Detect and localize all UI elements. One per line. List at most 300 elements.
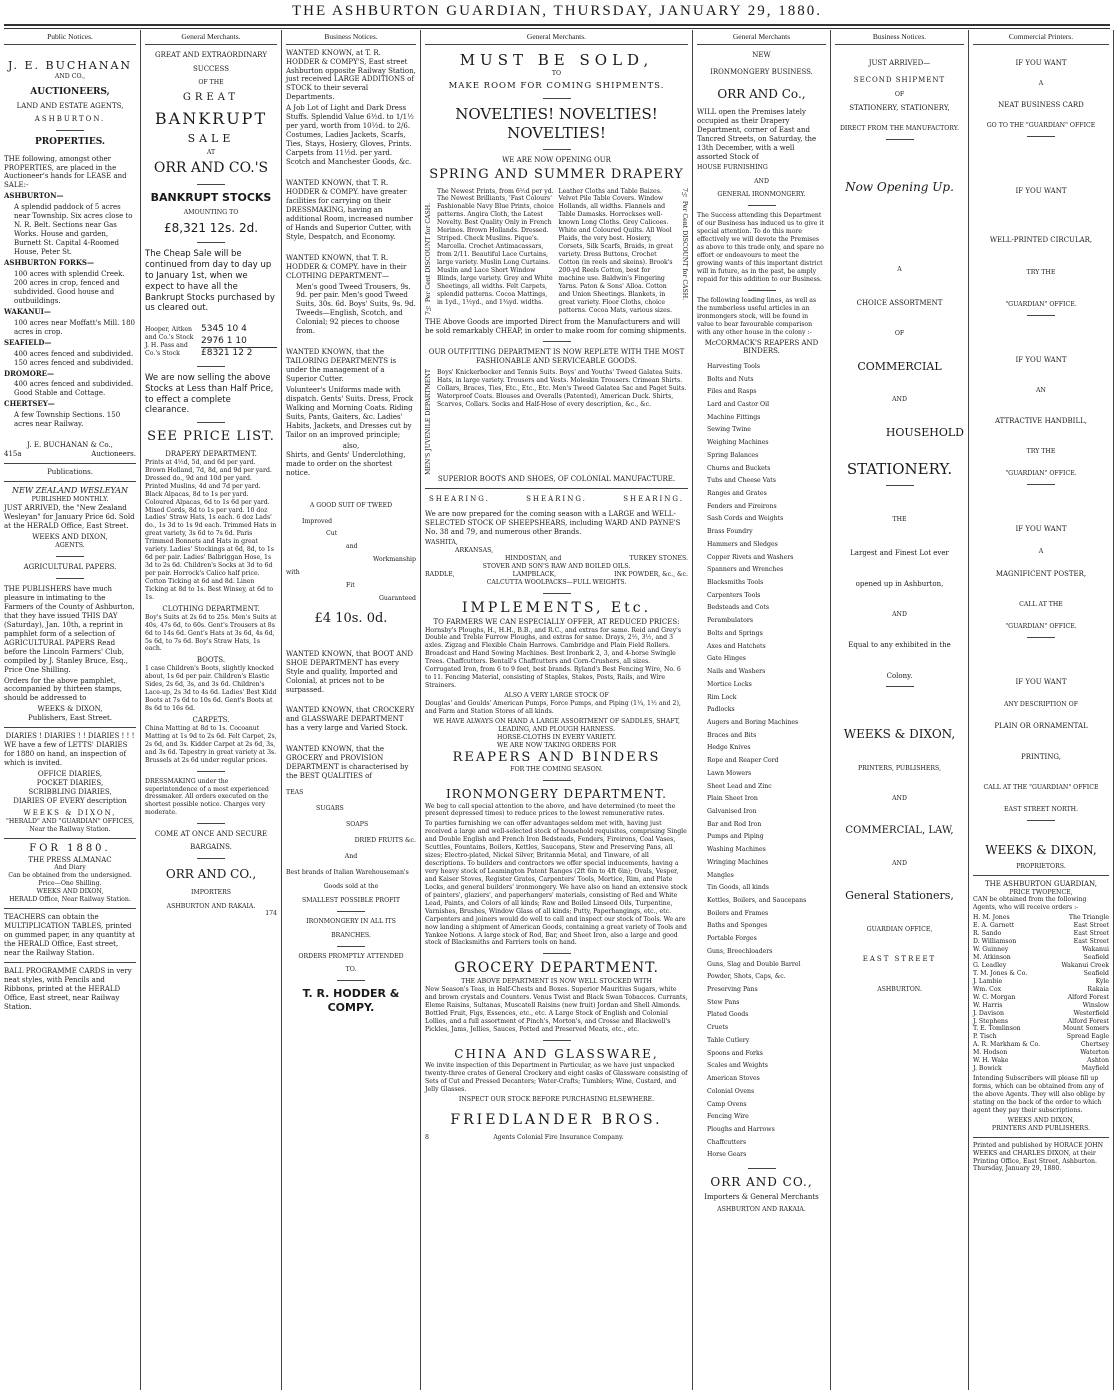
- merchant-name: ORR AND CO.,: [710, 1174, 813, 1189]
- agent-name: E. A. Garnett: [973, 922, 1015, 930]
- agent-name: T. M. Jones & Co.: [973, 969, 1028, 977]
- wesleyan-title: NEW ZEALAND WESLEYAN: [12, 486, 128, 496]
- agent-name: P. Tisch: [973, 1033, 997, 1041]
- outfitting-heading: OUR OUTFITTING DEPARTMENT IS NOW REPLETE WITH THE MOST FASHIONABLE AND SERVICEABLE GOODS.: [428, 348, 685, 366]
- masthead-rule: [4, 24, 1110, 29]
- agent-place: Mount Somers: [1062, 1025, 1109, 1033]
- headline: NEAT BUSINESS CARD: [998, 101, 1084, 110]
- location: Near the Railway Station.: [29, 825, 111, 833]
- agent-row: [973, 938, 1109, 946]
- list-item: Bolts and Springs: [707, 629, 763, 637]
- diaries-heading: DIARIES ! DIARIES ! ! DIARIES ! ! !: [5, 732, 135, 741]
- following-note: The following leading lines, as well as the numberless useful articles in an ironmongers stock, will be found in value to bear favourable comparison with any other house in the colony :-: [697, 296, 817, 336]
- section-heading: Publications.: [47, 468, 93, 477]
- agent-place: Alford Forest: [1067, 1017, 1109, 1025]
- headline: "GUARDIAN" OFFICE.: [1005, 301, 1077, 309]
- list-item: American Stoves: [707, 1075, 760, 1083]
- list-item: Wringing Machines: [707, 858, 769, 866]
- implements-text: Douglas' and Goulds' American Pumps, Force Pumps, and Piping (1¼, 1½ and 2), and Farm and Station Stores of all kinds.: [425, 699, 681, 715]
- subscriber-note: Intending Subscribers will please fill up forms, which can be obtained from any of the above Agents. They will also oblige by stating on the back of the order to which agent they pay their subscriptions.: [973, 1075, 1105, 1114]
- grocery-item: And: [344, 852, 358, 860]
- wanted-known-notice: WANTED KNOWN, that the GROCERY and PROVISION DEPARTMENT is characterised by the BEST QUALITIES of: [286, 745, 409, 781]
- list-item: Augers and Boring Machines: [707, 718, 799, 726]
- list-item: Weighing Machines: [707, 439, 769, 447]
- list-item: Kettles, Boilers, and Saucepans: [707, 897, 807, 904]
- ball-notice: BALL PROGRAMME CARDS in very neat styles, with Pencils and Ribbons, printed at the HERALD Office, East street, near Railway Station.: [4, 966, 132, 1011]
- place-heading: ASHBURTON—: [4, 191, 64, 201]
- agent-row: [973, 954, 1109, 962]
- wanted-known-notice: WANTED KNOWN, that the TAILORING DEPARTMENTS is under the management of a Superior Cutter.: [286, 348, 397, 384]
- implements-heading: IMPLEMENTS, Etc.: [461, 599, 652, 616]
- place-heading: ASHBURTON FORKS—: [4, 258, 94, 268]
- list-item: Tin Goods, all kinds: [707, 884, 769, 892]
- suit-offer: and: [346, 543, 358, 551]
- agent-name: J. Davison: [973, 1009, 1004, 1017]
- merchant-name: ORR AND Co.,: [717, 86, 806, 101]
- dept-heading: CLOTHING DEPARTMENT.: [162, 604, 260, 613]
- list-item: Gate Hinges: [707, 655, 746, 663]
- headline: AND: [892, 395, 907, 403]
- place-text: A splendid paddock of 5 acres near Township. Six acres close to N. R. Belt. Sections near Gas Works. House and garden, Burnett St. Capital 4-Roomed House, Peter St.: [14, 203, 133, 257]
- headline: IF YOU WANT: [1015, 187, 1067, 196]
- shearing-item: CALCUTTA WOOLPACKS—FULL WEIGHTS.: [486, 578, 627, 586]
- headline: AND: [892, 610, 907, 618]
- agent-place: Ashton: [1087, 1057, 1109, 1065]
- suit-offer: with: [286, 569, 300, 577]
- shearing-item: STOVER AND SON'S RAW AND BOILED OILS.: [482, 562, 631, 570]
- shearing: SHEARING.: [429, 495, 490, 504]
- agent-row: [973, 978, 1109, 986]
- agents-label: AGENTS.: [55, 542, 85, 550]
- headline: opened up in Ashburton,: [855, 579, 944, 588]
- offices: "HERALD" AND "GUARDIAN" OFFICES,: [6, 817, 134, 825]
- agri-orders: Orders for the above pamphlet, accompanied by thirteen stamps, should be addressed to: [4, 676, 123, 703]
- headline: CALL AT THE "GUARDIAN" OFFICE: [983, 784, 1099, 792]
- merchant-name: WEEKS & DIXON,: [985, 843, 1097, 858]
- drapery-list: [425, 188, 688, 315]
- stock-value: 5345 10 4: [201, 324, 247, 335]
- location: ASHBURTON AND RAKAIA.: [166, 902, 256, 910]
- agents-list: [973, 914, 1109, 1073]
- agent-place: Westerfield: [1073, 1009, 1109, 1017]
- list-item: Harvesting Tools: [707, 362, 761, 370]
- shearing: SHEARING.: [623, 495, 684, 504]
- suit-offer: Improved: [302, 517, 333, 525]
- grocery-item: TEAS: [286, 789, 304, 797]
- list-item: Chaffcutters: [707, 1138, 747, 1146]
- shearing-item: WASHITA,: [425, 539, 458, 547]
- headline: IF YOU WANT: [1015, 356, 1067, 365]
- place-text: 400 acres fenced and subdivided. 150 acres fenced and subdivided.: [14, 349, 134, 367]
- agent-name: W. Guinney: [973, 946, 1009, 954]
- agent-place: East Street: [1073, 930, 1109, 938]
- headline: CHOICE ASSORTMENT: [856, 298, 943, 307]
- almanac-price: Price—One Shilling.: [38, 880, 102, 888]
- china-heading: CHINA AND GLASSWARE,: [454, 1046, 659, 1061]
- location: GUARDIAN OFFICE,: [866, 925, 933, 933]
- agent-name: T. E. Tomlinson: [973, 1025, 1021, 1033]
- headline: IRONMONGERY BUSINESS.: [710, 67, 813, 76]
- properties-heading: PROPERTIES.: [34, 137, 106, 148]
- agent-row: [973, 930, 1109, 938]
- properties-intro: THE following, amongst other PROPERTIES, are placed in the Auctioneer's hands for LEASE and SALE:-: [4, 154, 127, 190]
- headline: AND: [892, 859, 907, 867]
- dept-text: Boy's Suits at 2s 6d to 25s. Men's Suits at 40s, 47s 6d, to 60s. Gent's Trousers at 8s 6d to 14s 6d. Gent's Hats at 3s 6d, 4s 6d, 5s 6d, to 7s 6d. Boy's Straw Hats, 1s each.: [145, 613, 277, 653]
- suit-price: £4 10s. 0d.: [314, 611, 388, 627]
- place-heading: DROMORE—: [4, 368, 54, 378]
- guardian-price: PRICE TWOPENCE,: [1009, 888, 1073, 896]
- wanted-known-notice: WANTED KNOWN, that BOOT AND SHOE DEPARTMENT has every Style and quality, Imported and Colonial, at prices not to be surpassed.: [286, 649, 414, 694]
- agent-place: The Triangle: [1068, 914, 1109, 922]
- agent-place: East Street: [1073, 938, 1109, 946]
- list-item: Colonial Ovens: [707, 1087, 755, 1095]
- list-item: Tubs and Cheese Vats: [707, 477, 776, 485]
- ironmongery-note: BRANCHES.: [331, 931, 371, 939]
- headline: "GUARDIAN" OFFICE.: [1005, 469, 1077, 477]
- headline: Equal to any exhibited in the: [848, 640, 951, 649]
- reapers-heading: McCORMACK'S REAPERS AND BINDERS.: [704, 338, 819, 356]
- notice-detail: A Job Lot of Light and Dark Dress Stuffs. Splendid Value 6½d. to 1/1½ per yard, worth from 10½d. to 2/6. Costumes, Ladies Jackets, Scarfs, Ties, Stays, Hosiery, Gloves, Prints. Carpets from 11½d. per yard. Scotch and Manchester Goods, &c.: [286, 104, 414, 167]
- stock-value: 2976 1 10: [201, 335, 247, 346]
- agent-name: W. H. Wake: [973, 1057, 1009, 1065]
- stock-name: Hooper, Aitken and Co.'s Stock: [145, 326, 194, 342]
- agent-name: Wm. Cox: [973, 985, 1002, 993]
- wesleyan-sub: PUBLISHED MONTHLY.: [31, 496, 109, 504]
- place-heading: WAKANUI—: [4, 306, 51, 316]
- dept-text: China Matting at 8d to 1s. Cocoanut Matting at 1s 9d to 2s 6d. Felt Carpet, 2s, 2s 6d, and 3s. Kidder Carpet at 2s 6d, 3s, and 3s 6d. Tapestry in great variety at 3s. Brussels at 2s 6d under regular prices.: [145, 724, 277, 764]
- headline: WELL-PRINTED CIRCULAR,: [989, 236, 1093, 245]
- shearing: SHEARING.: [526, 495, 587, 504]
- list-item: Powder, Shots, Caps, &c.: [707, 973, 786, 981]
- agents-intro: CAN be obtained from the following Agents, who will receive orders :-: [973, 896, 1087, 912]
- headline: CALL AT THE: [1019, 600, 1063, 608]
- drapery-items: Leather Cloths and Table Baizes. Velvet Pile Table Covers. Window Hollands, all widths. Flannels and Table Damasks. Horrockses well-known Long Cloths. Grey Calicoes. White and Coloured Quilts. All Wool Plaids, the very best. Hosiery, Corsets, Silk Scarfs, Braids, in great variety. Dress Buttons, Crochet Cotton (in reels and skeins). Brook's 200-yd Reels Cotton, best for machine use. Baldwin's Fingering Yarns. Paton & Sons' Alloa. Cotton and Union Sheetings. Blankets, in great variety. Floor Cloths, choice patterns. Cocoa Mats, various sizes.: [558, 187, 673, 314]
- list-item: Machine Fittings: [707, 413, 761, 421]
- publisher-name: WEEKS AND DIXON,: [1007, 1116, 1075, 1124]
- suit-offer: A GOOD SUIT OF TWEED: [309, 501, 393, 509]
- publisher-name: WEEKS & DIXON,: [23, 808, 117, 817]
- list-item: Lawn Mowers: [707, 769, 752, 777]
- publisher-address: Publishers, East Street.: [28, 714, 112, 723]
- teachers-notice: TEACHERS can obtain the MULTIPLICATION TABLES, printed on gummed paper, in any quantity at the HERALD Office, East street, near the Railway Station.: [4, 913, 135, 957]
- headline: COMMERCIAL: [857, 359, 942, 373]
- agent-name: J. Lambie: [973, 977, 1003, 985]
- column-public-notices: [0, 30, 141, 1390]
- list-item: Ploughs and Harrows: [707, 1125, 775, 1133]
- grocery-item: SUGARS: [316, 805, 344, 813]
- firm-name: J. E. BUCHANAN: [7, 58, 133, 72]
- amounting: AMOUNTING TO: [183, 208, 239, 216]
- column-general-merchants-2: [421, 30, 693, 1390]
- almanac-year: FOR 1880.: [29, 842, 111, 854]
- outfitting-items: Boys' Knickerbocker and Tennis Suits. Boys' and Youths' Tweed Galatea Suits. Hats, in large variety. Trousers and Vests. Moleskin Trousers. Crimean Shirts. Collars, Braces, Ties, Etc., Etc., Etc. Men's Tweed Galatea Sac and Paget Suits. Waterproof Coats. Blouses and Overalls (Patented), American Duck. Shirts, Scarves, Collars. Socks and Half-Hose of every description, &c., &c.: [436, 369, 687, 409]
- list-item: Preserving Pans: [707, 986, 758, 994]
- column-heading: General Merchants: [697, 30, 826, 45]
- location: ASHBURTON AND RAKAIA.: [717, 1206, 806, 1214]
- grocery-item: Goods sold at the: [323, 882, 379, 890]
- agent-place: Rakaia: [1087, 985, 1109, 993]
- import-note: THE Above Goods are imported Direct from the Manufacturers and will be sold remarkably CHEAP, in order to make room for coming shipments.: [425, 317, 687, 335]
- dressmaking-note: DRESSMAKING under the superintendence of a most experienced dressmaker. All orders executed on the shortest possible notice. Charges very moderate.: [145, 777, 269, 817]
- agent-row: [973, 1065, 1109, 1073]
- list-item: Camp Ovens: [707, 1100, 747, 1108]
- reapers-heading: REAPERS AND BINDERS: [452, 749, 661, 765]
- agent-row: [973, 1057, 1109, 1065]
- agent-name: R. Sando: [973, 930, 1002, 938]
- agent-name: G. Leadley: [973, 961, 1007, 969]
- harness-note: HORSE-CLOTHS IN EVERY VARIETY.: [496, 733, 617, 741]
- agent-name: H. M. Jones: [973, 914, 1010, 922]
- list-item: Galvanised Iron: [707, 807, 757, 815]
- list-item: Boilers and Frames: [707, 909, 769, 917]
- discount-label: 7½ Per Cent DISCOUNT for CASH.: [425, 202, 432, 315]
- headline: PRINTING,: [1021, 753, 1061, 762]
- list-item: Plain Sheet Iron: [707, 795, 758, 803]
- list-item: Portable Forges: [707, 935, 757, 943]
- ironmongery-heading: IRONMONGERY DEPARTMENT.: [446, 787, 667, 802]
- headline: SUCCESS: [193, 64, 229, 73]
- list-item: Brass Foundry: [707, 528, 753, 536]
- grocery-item: Best brands of Italian Warehouseman's: [286, 868, 409, 876]
- publisher-address: HERALD Office, Near Railway Station.: [9, 896, 131, 904]
- implements-also: ALSO A VERY LARGE STOCK OF: [504, 692, 609, 700]
- list-item: Spanners and Wrenches: [707, 566, 784, 574]
- importers: IMPORTERS: [190, 888, 232, 896]
- merchant-name: T. R. HODDER & COMPY.: [302, 987, 400, 1015]
- headline: AT: [206, 148, 216, 156]
- town: ASHBURTON.: [34, 115, 106, 124]
- place-text: 100 acres near Moffatt's Mill. 180 acres in crop.: [14, 318, 135, 336]
- list-item: Files and Rasps: [707, 388, 757, 396]
- diary-type: OFFICE DIARIES,: [37, 770, 103, 779]
- orders-note: TO.: [345, 966, 357, 974]
- agent-place: Alford Forest: [1067, 993, 1109, 1001]
- agent-name: M. Hodson: [973, 1049, 1008, 1057]
- boots-note: SUPERIOR BOOTS AND SHOES, OF COLONIAL MANUFACTURE.: [437, 475, 676, 484]
- ironmongery-text: To parties furnishing we can offer advantages seldom met with, having just received a large and well-selected stock of household requisites, comprising Single and Double English and French Iron Bedsteads, Fenders, Fireirons, Coal Vases, Scuttles, Fountains, Boilers, Kettles, Saucepans, Stew and Preserving Pans, all sizes; Electro-plated, Nickel Silver, Britannia Metal, and Tinware, of all descriptions. To builders and contractors we offer special inducements, having a very heavy stock of Leamington Patent Ranges (2ft 6in to 4ft 6in); Ovals, Vesper, and Kaiser Stoves, Register Grates, Carpenters' Tools, Mortice, Rim, and Plate Locks, and general builders' ironmongery. We have also on hand an extensive stock of painters', glaziers', and paperhangers' materials, consisting of Red and White Lead, Paints, and Colors of all kinds; Raw and Boiled Linseed Oils, Turpentine, Varnishes, Brushes, Window Glass of all kinds; Putty, Paperhangings, etc., etc. Carpenters and joiners would do well to call and inspect our stock of Tools. We are now landing a shipment of American Goods, containing a great variety of Tools and Yankee Notions. A large stock of Rod, Bar, and Sheet Iron, also a large and good stock of Blacksmiths and Farriers tools on hand.: [425, 820, 688, 947]
- agent-name: J. Bowick: [973, 1065, 1002, 1073]
- headline: DIRECT FROM THE MANUFACTORY.: [839, 125, 960, 133]
- agent-place: Wakanui: [1082, 946, 1109, 954]
- agent-place: Mayfield: [1081, 1065, 1109, 1073]
- selling-note: We are now selling the above Stocks at Less than Half Price, to effect a complete clearance.: [145, 372, 274, 416]
- reapers-note: FOR THE COMING SEASON.: [510, 766, 603, 774]
- agent-row: [973, 1041, 1109, 1049]
- ref-number: 8: [425, 1133, 429, 1141]
- headline: Colony.: [886, 671, 913, 680]
- headline: Now Opening Up.: [845, 180, 954, 195]
- suit-offer: Workmanship: [372, 556, 416, 564]
- grocery-item: SOAPS: [346, 821, 369, 829]
- headline: GREAT AND EXTRAORDINARY: [155, 50, 267, 59]
- headline: STATIONERY, STATIONERY,: [849, 104, 950, 113]
- headline: MUST BE SOLD,: [459, 50, 654, 69]
- shearing-item: INK POWDER, &c., &c.: [614, 570, 688, 578]
- grocery-heading: GROCERY DEPARTMENT.: [454, 960, 659, 977]
- list-item: Churns and Buckets: [707, 464, 771, 472]
- list-item: Copper Rivets and Washers: [707, 553, 794, 561]
- agent-place: Seafield: [1083, 954, 1109, 962]
- implements-sub: TO FARMERS WE CAN ESPECIALLY OFFER, AT REDUCED PRICES:: [433, 617, 680, 626]
- publisher-name: WEEKS AND DIXON,: [36, 888, 104, 896]
- location: EAST STREET: [862, 955, 937, 964]
- publisher-title: PRINTERS AND PUBLISHERS.: [991, 1124, 1091, 1132]
- merchant-name: FRIEDLANDER BROS.: [450, 1111, 663, 1128]
- shearing-item: TURKEY STONES.: [629, 554, 688, 562]
- agent-row: [973, 1033, 1109, 1041]
- dept-text: 1 case Children's Boots, slightly knocked about, 1s 6d per pair. Children's Elastic Sides, 2s 6d, 3s, and 3s 6d. Children's Lace-up, 2s 3d to 4s 6d. Ladies' Best Kidd Boots at 7s 6d to 10s 6d. Gent's Boots at 8s 6d to 16s 6d.: [145, 665, 277, 713]
- list-item: Mortice Locks: [707, 680, 752, 688]
- almanac-note: Can be obtained from the undersigned.: [8, 872, 132, 880]
- signature-title: Auctioneers.: [91, 450, 136, 459]
- headline: GO TO THE "GUARDIAN" OFFICE: [986, 122, 1096, 130]
- headline: Largest and Finest Lot ever: [850, 548, 949, 557]
- list-item: Sash Cords and Weights: [707, 515, 784, 523]
- outfitting-list: [425, 369, 688, 475]
- column-heading: Commercial Printers.: [973, 30, 1109, 45]
- suit-offer: Cut: [326, 530, 338, 538]
- location: EAST STREET NORTH.: [1004, 806, 1078, 814]
- ironmongery-intro: We beg to call special attention to the above, and have determined (to meet the present depressed times) to reduce prices to the lowest remunerative rates.: [425, 802, 676, 818]
- place-text: 100 acres with splendid Creek. 200 acres in crop, fenced and subdivided. Good house and outbuildings.: [14, 269, 125, 305]
- agent-row: [973, 994, 1109, 1002]
- dept-text: Prints at 4½d, 5d, and 6d per yard. Brown Holland, 7d, 8d, and 9d per yard. Dressed do., 9d and 10d per yard. Printed Muslins, 4d and 7d per yard. Black Alpacas, 8d to 1s per yard. Coloured Alpacas, 6d to 1s 6d per yard. Mixed Cords, 8d to 1s per yard. 10 doz Ladies' Straw Hats, 1s each. 6 doz Lads' do., 1s 3d to 1s 9d each. Trimmed Hats in great variety, 3s 6d to 7s 6d. Paris Trimmed Bonnets and Hats in great variety. Ladies' Stockings at 6d, 8d, to 1s 6d per pair. Ladies' Balbriggan Hose, 1s 3d to 2s 6d. Children's Socks at 3d to 6d per pair. Horrock's Calico half price. Cotton Ticking at 6d and 8d. Linen Ticking at 8d to 1s. Best Winsey, at 6d to 1s.: [145, 458, 277, 601]
- reapers-note: WE ARE NOW TAKING ORDERS FOR: [496, 741, 616, 749]
- auctioneers: AUCTIONEERS,: [30, 86, 110, 97]
- list-item: Rope and Reaper Cord: [707, 757, 779, 765]
- cheap-sale: The Cheap Sale will be continued from day to day up to January 1st, when we expect to have all the Bankrupt Stocks purchased by us cleared out.: [145, 249, 275, 314]
- headline-bankrupt: BANKRUPT: [154, 109, 268, 129]
- list-item: Padlocks: [707, 706, 735, 714]
- list-item: Guns, Slag and Double Barrel: [707, 960, 801, 968]
- ironmongery-note: IRONMONGERY IN ALL ITS: [306, 917, 396, 925]
- list-item: Hedge Knives: [707, 744, 751, 752]
- discount-label: 7½ Per Cent DISCOUNT for CASH.: [681, 187, 688, 300]
- headline: AND: [892, 794, 907, 802]
- column-heading: Business Notices.: [835, 30, 964, 45]
- agri-heading: AGRICULTURAL PAPERS.: [23, 563, 117, 572]
- agent-row: [973, 986, 1109, 994]
- agent-row: [973, 1010, 1109, 1018]
- publisher-name: WEEKS & DIXON,: [37, 705, 103, 714]
- diary-type: DIARIES OF EVERY description: [13, 796, 127, 805]
- headline: TRY THE: [1026, 269, 1056, 277]
- notice-detail: Men's good Tweed Trousers, 9s. 9d. per pair. Men's good Tweed Suits, 30s. 6d. Boys' Suits, 9s. 9d. Tweeds—English, Scotch, and Colonial; 92 pieces to choose from.: [296, 282, 416, 336]
- headline: OF: [894, 90, 905, 98]
- headline: SALE: [187, 131, 235, 145]
- agent-name: W. C. Morgan: [973, 993, 1016, 1001]
- headline: TRY THE: [1026, 448, 1056, 455]
- headline-orr: ORR AND CO.'S: [153, 159, 269, 176]
- diary-type: SCRIBBLING DIARIES,: [28, 787, 112, 796]
- column-heading: Business Notices.: [286, 30, 416, 45]
- agent-row: [973, 914, 1109, 922]
- wanted-known-notice: WANTED KNOWN, at T. R. HODDER & COMPY'S, East street Ashburton opposite Railway Station, just received LARGE ADDITIONS of STOCK to their several Departments.: [286, 48, 416, 102]
- headline: OF THE: [198, 78, 224, 86]
- list-item: Cruets: [707, 1024, 729, 1032]
- agent-place: Spread Eagle: [1066, 1033, 1109, 1041]
- list-item: Horse Gears: [707, 1151, 747, 1159]
- agent-name: M. Atkinson: [973, 954, 1011, 962]
- headline: A: [1038, 547, 1044, 555]
- land-agents: LAND AND ESTATE AGENTS,: [16, 102, 124, 111]
- headline-stationery: STATIONERY.: [846, 459, 953, 478]
- wesleyan-text: JUST ARRIVED, the "New Zealand Wesleyan" for January Price 6d. Sold at the HERALD Office, East Street.: [4, 504, 135, 531]
- list-item: Braces and Bits: [707, 731, 757, 739]
- agent-name: J. Stephens: [973, 1017, 1009, 1025]
- column-business-notices-2: [831, 30, 969, 1390]
- list-item: Ranges and Grates: [707, 490, 767, 497]
- agent-place: Waterton: [1080, 1049, 1109, 1057]
- implements-text: Hornsby's Ploughs, H., H.H., B.B., and R.C., and extras for same. Reid and Grey's Double and Treble Furrow Ploughs, and extras for same. Drays, 2½, 3½, and 3 axles. Zigzag and Flexible Chain Harrows. Cambridge and Plain Field Rollers. Broadcast and Hand Sowing Machines. Best Ironbark 2, 3, and 4-horse Swingle Trees. Chaffcutters. Bentall's Chaffcutters and Corn-Crushers, all sizes. Corrugated Iron, from 6 to 9 feet, best brands. Ryland's Best Fencing Wire, No. 6 to 11. Fencing Material, consisting of Staples, Stakes, Posts, Rails, and Wire Strainers.: [425, 626, 682, 690]
- shearing-item: ARKANSAS,: [455, 546, 494, 554]
- headline: GREAT: [182, 92, 240, 104]
- list-item: Fencing Wire: [707, 1113, 749, 1121]
- headline: COMMERCIAL, LAW,: [845, 824, 954, 836]
- list-item: Bar and Rod Iron: [707, 820, 762, 828]
- newspaper-title: THE ASHBURTON GUARDIAN, THURSDAY, JANUARY 29, 1880.: [291, 3, 823, 19]
- agent-place: Seafield: [1083, 969, 1109, 977]
- shearing-item: LAMPBLACK,: [512, 570, 557, 578]
- signature: J. E. BUCHANAN & Co.,: [27, 441, 113, 450]
- grocery-item: SMALLEST POSSIBLE PROFIT: [301, 896, 401, 904]
- agent-row: [973, 922, 1109, 930]
- imprint: Printed and published by HORACE JOHN WEEKS and CHARLES DIXON, at their Printing Office, East Street, Ashburton. Thursday, January 29, 1880.: [973, 1141, 1103, 1173]
- headline: HOUSE FURNISHING: [697, 163, 768, 171]
- bankrupt-stocks: BANKRUPT STOCKS: [150, 190, 272, 204]
- diaries-text: WE have a few of LETTS' DIARIES for 1880 on hand, an inspection of which is invited.: [4, 741, 128, 768]
- notice-detail: Volunteer's Uniforms made with dispatch. Gents' Suits. Dress, Frock Walking and Morning Coats. Riding Suits, Pants, Gaiters, &c. Ladies' Habits, Jackets, and Dresses cut by Tailor on an improved principle;: [286, 386, 414, 439]
- list-item: Stew Pans: [707, 998, 740, 1006]
- list-item: Hammers and Sledges: [707, 540, 778, 548]
- agent-row: [973, 1025, 1109, 1033]
- list-item: Lard and Castor Oil: [707, 400, 770, 408]
- list-item: Nails and Washers: [707, 668, 766, 676]
- headline: General Stationers,: [845, 889, 954, 903]
- list-item: Axes and Hatchets: [707, 642, 766, 650]
- agent-place: Kyle: [1095, 977, 1109, 985]
- headline: NEW: [752, 50, 771, 59]
- suit-offer: Guaranteed: [378, 595, 416, 603]
- column-business-notices-1: [282, 30, 421, 1390]
- list-item: Plated Goods: [707, 1011, 749, 1019]
- grocery-text: New Season's Teas, in Half-Chests and Boxes. Superior Mauritius Sugars, white and brown crystals and Counters. Venus Twist and Black Swan Tobaccos. Currants, Eleme Raisins, Sultanas, Muscatell Raisins (new fruit) Jordan and Shell Almonds. Bottled Fruit, Figs, Essences, etc., etc. A Large Stock of English and Colonial Lollies, and a full assortment of Pinch's, Morton's, and Crosse and Blackwell's Pickles, Jams, Jellies, Sauces, Potted and Preserved Meats, etc., etc.: [425, 986, 688, 1033]
- list-item: Rim Lock: [707, 693, 737, 701]
- headline: A: [1038, 79, 1044, 87]
- price-list-heading: SEE PRICE LIST.: [147, 429, 275, 445]
- list-item: Scales and Weights: [707, 1062, 768, 1070]
- inspect-note: INSPECT OUR STOCK BEFORE PURCHASING ELSEWHERE.: [458, 1095, 655, 1103]
- headline: JUST ARRIVED—: [868, 58, 931, 67]
- agent-row: [973, 962, 1109, 970]
- diary-type: POCKET DIARIES,: [36, 779, 104, 788]
- shearing-item: HINDOSTAN, and: [505, 554, 562, 562]
- headline: TO: [551, 69, 562, 77]
- notice-detail: also,: [342, 441, 360, 450]
- list-item: Guns, Breechloaders: [707, 947, 773, 955]
- list-item: Sewing Twine: [707, 426, 751, 434]
- agent-place: Winslow: [1082, 1001, 1109, 1009]
- list-item: Bolts and Nuts: [707, 375, 754, 383]
- ref-number: 174: [265, 910, 277, 918]
- shearing-text: We are now prepared for the coming season with a LARGE and WELL-SELECTED STOCK OF SHEEPSHEARS, including WARD AND PAYNE'S No. 38 and 79, and numerous other Brands.: [425, 510, 681, 537]
- column-heading: General Merchants.: [425, 30, 688, 45]
- agent-name: D. Williamson: [973, 938, 1017, 946]
- ref-number: 415a: [4, 450, 22, 459]
- headline: ATTRACTIVE HANDBILL,: [995, 417, 1087, 426]
- firm-suffix: AND CO.,: [54, 72, 86, 80]
- call-to-action: COME AT ONCE AND SECURE: [154, 830, 268, 839]
